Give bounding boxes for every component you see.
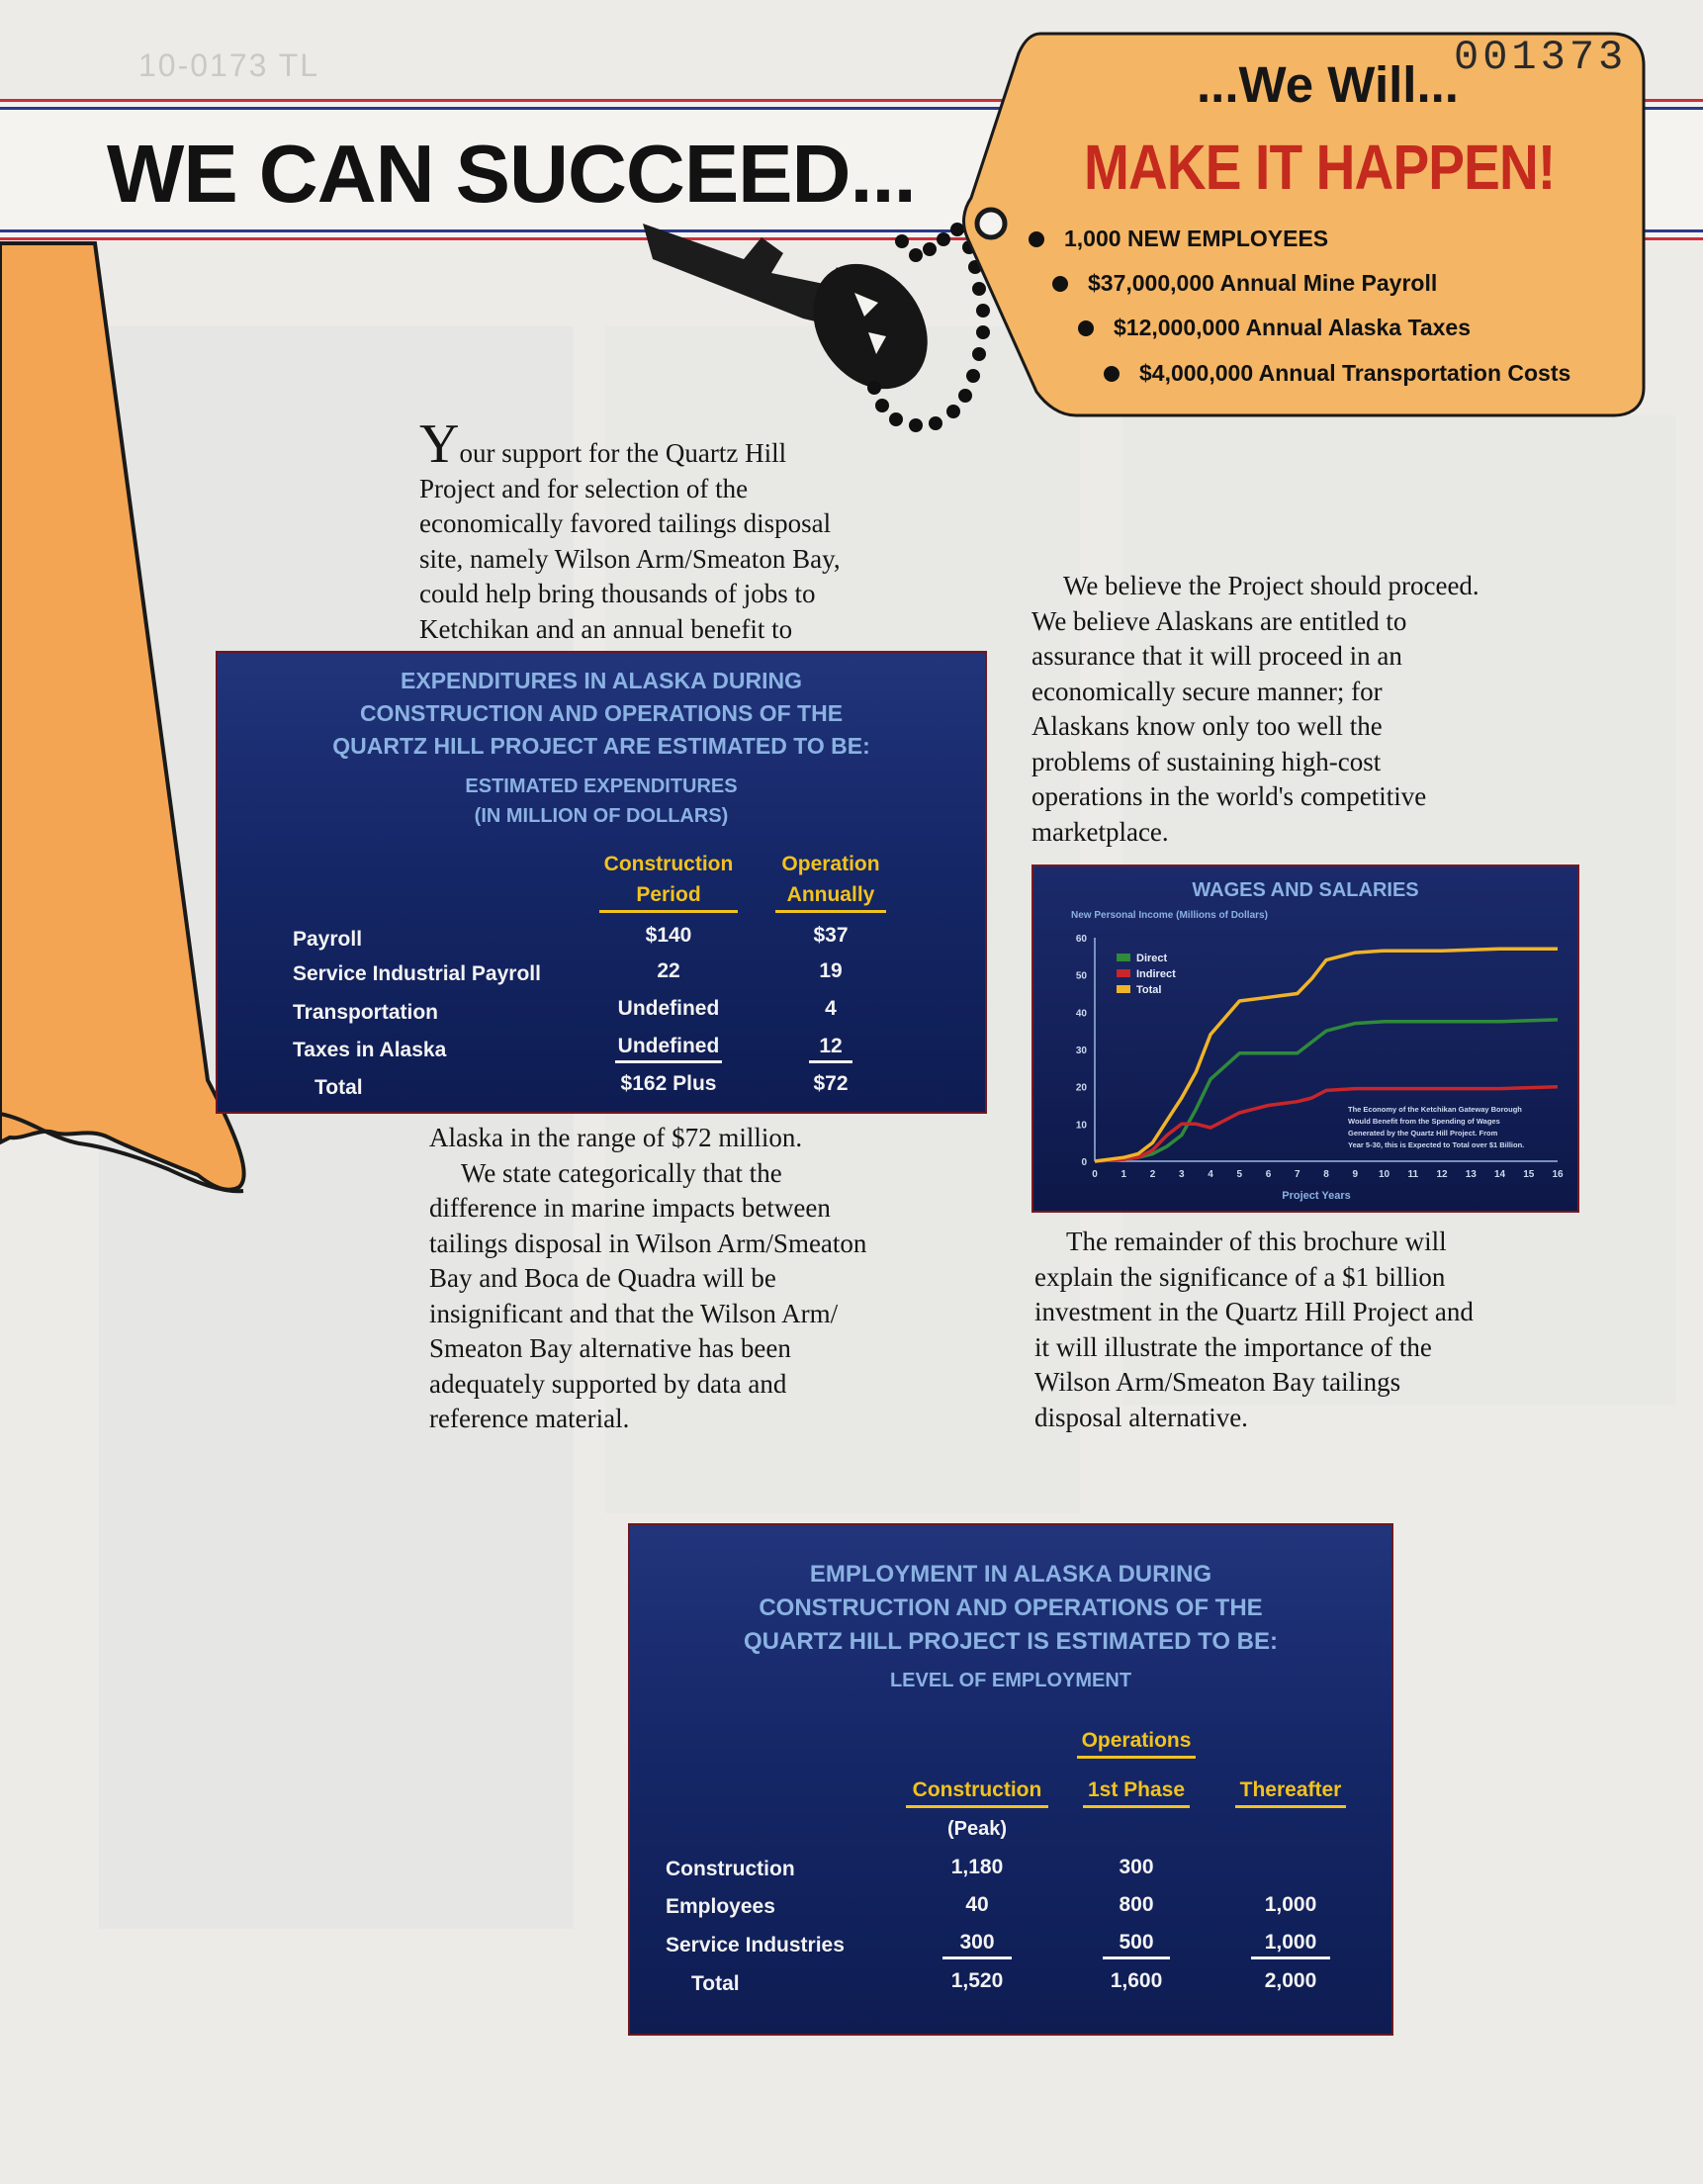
- legend-swatch-indirect: [1117, 969, 1130, 977]
- annotation-line: Would Benefit from the Spending of Wages: [1348, 1117, 1500, 1126]
- exp-subtitle-line: ESTIMATED EXPENDITURES: [465, 775, 738, 797]
- emp-row-label: Employees: [666, 1895, 775, 1918]
- intro-line: could help bring thousands of jobs to: [419, 579, 816, 608]
- exp-row-label: Total: [314, 1076, 363, 1099]
- right-line: Alaskans know only too well the: [1031, 711, 1383, 741]
- emp-title-line: QUARTZ HILL PROJECT IS ESTIMATED TO BE:: [743, 1628, 1279, 1655]
- exp-row-label: Payroll: [293, 928, 363, 951]
- emp-title-line: CONSTRUCTION AND OPERATIONS OF THE: [759, 1594, 1263, 1621]
- wages-chart: [1031, 864, 1579, 1213]
- exp-title-line: EXPENDITURES IN ALASKA DURING: [401, 668, 802, 693]
- x-tick-label: 0: [1092, 1169, 1098, 1180]
- chart-annotation: [1348, 1105, 1524, 1149]
- exp-cell: Undefined: [615, 1035, 722, 1063]
- tag-bullet: $4,000,000 Annual Transportation Costs: [1104, 360, 1570, 387]
- emp-col-subheader: (Peak): [946, 1818, 1008, 1840]
- emp-row-label: Construction: [666, 1858, 795, 1880]
- exp-title-line: CONSTRUCTION AND OPERATIONS OF THE: [359, 700, 844, 726]
- intro-line: Ketchikan and an annual benefit to: [419, 613, 793, 644]
- right-line: We believe Alaskans are entitled to: [1031, 605, 1407, 636]
- right-line: operations in the world's competitive: [1031, 781, 1427, 811]
- y-tick-label: 0: [1081, 1157, 1087, 1168]
- tag-heading: ...We Will...: [1197, 56, 1459, 113]
- left-line: Bay and Boca de Quadra will be: [429, 1263, 776, 1293]
- emp-title-line: EMPLOYMENT IN ALASKA DURING: [809, 1561, 1212, 1588]
- exp-cell: Undefined: [617, 997, 720, 1020]
- left-line: adequately supported by data and: [429, 1368, 787, 1399]
- expenditures-table: [216, 651, 987, 1114]
- chart-legend: [1117, 953, 1176, 996]
- left-line: insignificant and that the Wilson Arm/: [429, 1298, 839, 1328]
- exp-cell: $37: [813, 924, 849, 947]
- left-line: Alaska in the range of $72 million.: [429, 1123, 803, 1152]
- right-line: marketplace.: [1031, 816, 1169, 847]
- annotation-line: Generated by the Quartz Hill Project. From: [1348, 1129, 1498, 1138]
- chart-title: WAGES AND SALARIES: [1192, 879, 1419, 901]
- emp-col-header: 1st Phase: [1083, 1778, 1190, 1808]
- emp-cell: 800: [1119, 1893, 1154, 1916]
- legend-label: Total: [1136, 984, 1162, 996]
- x-tick-label: 8: [1323, 1169, 1329, 1180]
- right-line: We believe the Project should proceed.: [1063, 571, 1479, 600]
- archive-stamp: 10-0173 TL: [138, 47, 320, 83]
- left-line: reference material.: [429, 1404, 630, 1433]
- right2-line: The remainder of this brochure will: [1066, 1227, 1447, 1256]
- right-line: economically secure manner; for: [1031, 676, 1383, 706]
- exp-row-label: Service Industrial Payroll: [293, 962, 541, 985]
- y-tick-label: 20: [1075, 1082, 1087, 1094]
- intro-line: economically favored tailings disposal: [419, 508, 832, 538]
- left-line: We state categorically that the: [461, 1157, 782, 1188]
- emp-cell: 40: [965, 1893, 989, 1916]
- legend-label: Direct: [1136, 953, 1168, 964]
- emp-cell: 300: [1119, 1856, 1154, 1878]
- exp-cell: 22: [657, 959, 680, 982]
- intro-paragraph: [419, 413, 993, 647]
- employment-table: [628, 1523, 1393, 2036]
- legend-swatch-total: [1117, 985, 1130, 993]
- tag-bullet: 1,000 NEW EMPLOYEES: [1029, 226, 1328, 252]
- emp-col-header: Thereafter: [1235, 1778, 1346, 1808]
- right2-line: investment in the Quartz Hill Project and: [1034, 1297, 1474, 1326]
- x-tick-label: 15: [1523, 1169, 1535, 1180]
- left-line: difference in marine impacts between: [429, 1193, 831, 1223]
- x-tick-label: 16: [1552, 1169, 1564, 1180]
- exp-cell: 12: [809, 1035, 852, 1063]
- emp-subtitle: LEVEL OF EMPLOYMENT: [889, 1670, 1132, 1691]
- x-tick-label: 9: [1352, 1169, 1359, 1180]
- x-tick-label: 7: [1294, 1169, 1300, 1180]
- exp-col-header: Operation: [781, 853, 880, 875]
- emp-cell: 1,600: [1110, 1969, 1163, 1992]
- emp-row-label: Total: [691, 1972, 740, 1995]
- annotation-line: The Economy of the Ketchikan Gateway Borough: [1348, 1105, 1522, 1114]
- y-tick-label: 40: [1075, 1008, 1087, 1020]
- right-column-text: [1031, 569, 1645, 850]
- emp-cell: 1,180: [950, 1856, 1004, 1878]
- exp-row-label: Transportation: [293, 1001, 439, 1024]
- tag-bullet: $37,000,000 Annual Mine Payroll: [1052, 270, 1437, 297]
- right2-line: Wilson Arm/Smeaton Bay tailings: [1034, 1367, 1401, 1397]
- x-tick-label: 13: [1465, 1169, 1477, 1180]
- headline: WE CAN SUCCEED...: [107, 128, 916, 220]
- x-tick-label: 3: [1178, 1169, 1185, 1180]
- exp-subtitle-line: (IN MILLION OF DOLLARS): [474, 805, 729, 827]
- intro-line: site, namely Wilson Arm/Smeaton Bay,: [419, 543, 841, 574]
- intro-line: Project and for selection of the: [419, 473, 749, 503]
- intro-line: our support for the Quartz Hill: [459, 438, 787, 468]
- emp-row-label: Service Industries: [666, 1934, 845, 1956]
- exp-col-header: Period: [599, 883, 738, 913]
- legend-swatch-direct: [1117, 954, 1130, 961]
- emp-cell: 300: [942, 1931, 1012, 1959]
- emp-cell: 1,000: [1251, 1931, 1330, 1959]
- left-column-text: [429, 1121, 1003, 1437]
- exp-col-header: Construction: [603, 853, 734, 875]
- emp-cell: 500: [1103, 1931, 1170, 1959]
- y-tick-label: 50: [1075, 970, 1087, 982]
- exp-title-line: QUARTZ HILL PROJECT ARE ESTIMATED TO BE:: [332, 733, 870, 759]
- tag-bullet: $12,000,000 Annual Alaska Taxes: [1078, 315, 1471, 341]
- exp-cell: $162 Plus: [620, 1072, 717, 1095]
- x-tick-label: 12: [1436, 1169, 1448, 1180]
- legend-label: Indirect: [1136, 968, 1176, 980]
- left-line: Smeaton Bay alternative has been: [429, 1333, 791, 1363]
- x-tick-label: 11: [1407, 1169, 1419, 1180]
- right-line: assurance that it will proceed in an: [1031, 641, 1402, 671]
- exp-cell: $72: [813, 1072, 849, 1095]
- right2-line: explain the significance of a $1 billion: [1034, 1261, 1446, 1292]
- emp-col-header: Construction: [906, 1778, 1048, 1808]
- right-line: problems of sustaining high-cost: [1031, 746, 1382, 776]
- wages-chart-svg: [1033, 866, 1577, 1211]
- x-tick-label: 1: [1120, 1169, 1127, 1180]
- x-tick-label: 10: [1378, 1169, 1390, 1180]
- exp-cell: $140: [645, 924, 692, 947]
- right2-line: disposal alternative.: [1034, 1402, 1248, 1432]
- y-tick-label: 10: [1075, 1120, 1087, 1132]
- x-tick-label: 4: [1208, 1169, 1213, 1180]
- y-tick-label: 60: [1075, 934, 1087, 945]
- drop-cap: Y: [419, 413, 460, 475]
- tag-title: MAKE IT HAPPEN!: [1084, 132, 1556, 203]
- x-tick-label: 6: [1265, 1169, 1272, 1180]
- serial-number: 001373: [1454, 34, 1628, 81]
- exp-cell: 19: [819, 959, 843, 982]
- emp-cell: 1,520: [950, 1969, 1004, 1992]
- exp-col-header: Annually: [775, 883, 886, 913]
- right-column-text-2: [1034, 1225, 1667, 1435]
- exp-cell: 4: [825, 997, 837, 1020]
- emp-cell: 2,000: [1264, 1969, 1317, 1992]
- x-tick-label: 14: [1493, 1169, 1506, 1180]
- x-tick-label: 5: [1236, 1169, 1243, 1180]
- emp-operations-header: Operations: [1077, 1729, 1196, 1759]
- y-tick-label: 30: [1075, 1046, 1087, 1056]
- chart-xlabel: Project Years: [1282, 1190, 1351, 1202]
- x-tick-label: 2: [1149, 1169, 1156, 1180]
- chart-ylabel: New Personal Income (Millions of Dollars): [1071, 910, 1268, 921]
- emp-cell: 1,000: [1264, 1893, 1317, 1916]
- exp-row-label: Taxes in Alaska: [293, 1039, 447, 1061]
- right2-line: it will illustrate the importance of the: [1034, 1331, 1432, 1362]
- left-line: tailings disposal in Wilson Arm/Smeaton: [429, 1228, 867, 1258]
- annotation-line: Year 5-30, this is Expected to Total over $1 Billion.: [1348, 1140, 1525, 1149]
